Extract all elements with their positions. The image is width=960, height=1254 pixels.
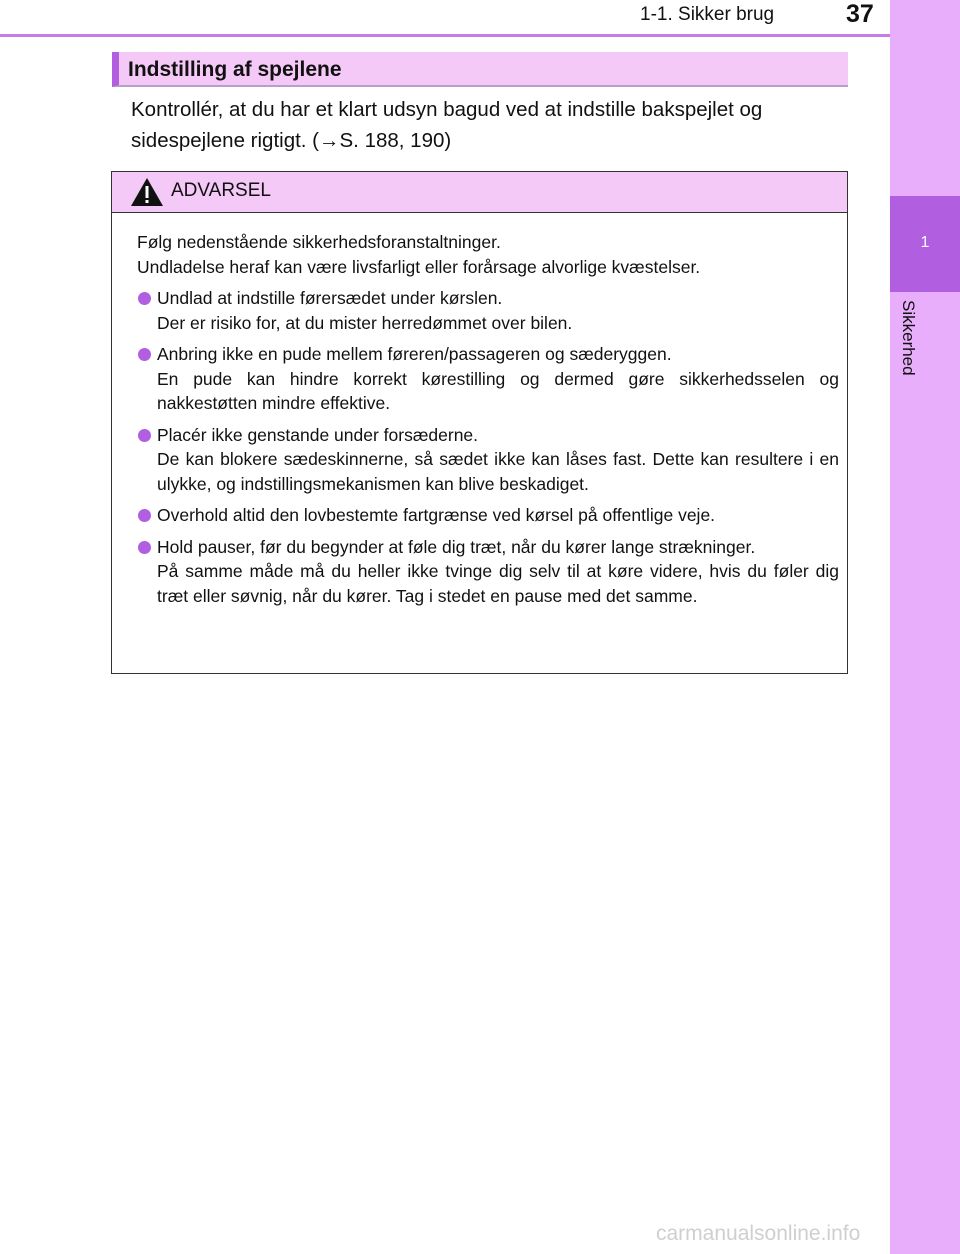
warning-item-heading: Hold pauser, før du begynder at føle dig træt, når du kører lange strækninger.: [157, 536, 756, 557]
chapter-number: 1: [920, 234, 930, 251]
warning-triangle-icon: [130, 177, 164, 207]
bullet-dot-icon: [138, 429, 151, 442]
warning-item: [137, 342, 839, 416]
warning-item-heading: Undlad at indstille førersædet under kørslen.: [157, 288, 503, 308]
bullet-dot-icon: [138, 509, 151, 522]
warning-item: [137, 503, 839, 528]
running-header-section: 1-1. Sikker brug: [640, 4, 775, 25]
page-number: 37: [846, 0, 874, 28]
bullet-dot-icon: [138, 292, 151, 305]
header-rule: [0, 34, 890, 37]
warning-item-body: På samme måde må du heller ikke tvinge dig selv til at køre videre, hvis du føler dig træt eller søvnig, når du kører. Tag i stedet en pause med det samme.: [157, 561, 839, 606]
warning-label: ADVARSEL: [171, 180, 271, 201]
warning-intro-line-1: Følg nedenstående sikkerhedsforanstaltninger.: [137, 232, 501, 252]
section-intro: Kontrollér, at du har et klart udsyn bagud ved at indstille bakspejlet og sidespejlene rigtigt. (→S. 188, 190): [131, 98, 763, 152]
warning-item: [137, 286, 839, 335]
warning-item-heading: Placér ikke genstande under forsæderne.: [157, 424, 479, 445]
warning-item-heading: Anbring ikke en pude mellem føreren/passageren og sæderyggen.: [157, 344, 672, 364]
warning-item-body: Der er risiko for, at du mister herredømmet over bilen.: [157, 312, 573, 333]
bullet-dot-icon: [138, 541, 151, 554]
chapter-label: Sikkerhed: [899, 300, 918, 376]
section-title: Indstilling af spejlene: [128, 58, 342, 81]
chapter-tab-strip: [890, 0, 960, 1254]
warning-body: [137, 230, 839, 608]
warning-item: [137, 535, 839, 609]
chapter-label-wrap: [898, 300, 918, 400]
warning-intro-line-2: Undladelse heraf kan være livsfarligt eller forårsage alvorlige kvæstelser.: [137, 256, 701, 277]
warning-item-body: De kan blokere sædeskinnerne, så sædet ikke kan låses fast. Dette kan resultere i en ulykke, og indstillingsmekanismen kan blive beskadiget.: [157, 449, 839, 494]
bullet-dot-icon: [138, 348, 151, 361]
footer-watermark: carmanualsonline.info: [656, 1222, 861, 1245]
warning-item: [137, 423, 839, 497]
warning-item-heading: Overhold altid den lovbestemte fartgrænse ved kørsel på offentlige veje.: [157, 505, 716, 525]
warning-item-body: En pude kan hindre korrekt kørestilling og dermed gøre sikkerhedsselen og nakkestøtten mindre effektive.: [157, 368, 839, 413]
